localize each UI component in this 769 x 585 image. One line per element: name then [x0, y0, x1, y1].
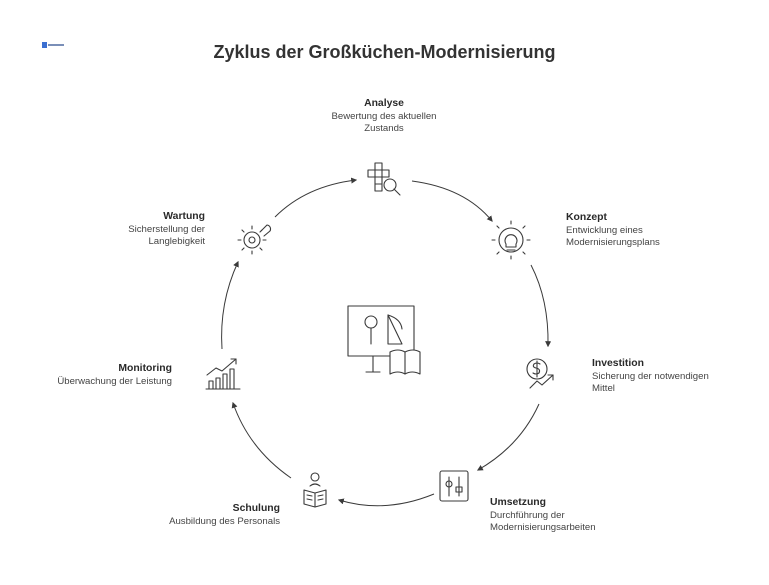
- step-description: Durchführung der Modernisierungsarbeiten: [490, 510, 596, 533]
- presentation-book-icon: [348, 306, 420, 374]
- gear-wrench-icon: [238, 225, 271, 254]
- step-description: Entwicklung eines Modernisierungsplans: [566, 225, 660, 248]
- step-label-konzept: [566, 212, 706, 249]
- step-title: Investition: [592, 358, 644, 369]
- arrow-wartung-analyse: [275, 180, 356, 217]
- grid-magnifier-icon: [368, 163, 400, 195]
- bar-chart-trend-icon: [206, 359, 240, 389]
- arrow-umsetzung-schulung: [339, 494, 434, 506]
- step-description: Sicherstellung der Langlebigkeit: [128, 224, 205, 247]
- step-title: Schulung: [232, 503, 280, 514]
- step-label-monitoring: [30, 363, 172, 388]
- step-description: Bewertung des aktuellen Zustands: [331, 111, 437, 134]
- step-description: Sicherung der notwendigen Mittel: [592, 371, 709, 394]
- step-title: Monitoring: [118, 363, 172, 374]
- step-title: Umsetzung: [490, 497, 546, 508]
- step-label-analyse: [318, 98, 450, 135]
- step-description: Überwachung der Leistung: [57, 376, 172, 387]
- arrow-konzept-investition: [531, 265, 548, 346]
- step-label-umsetzung: [490, 497, 650, 534]
- step-title: Konzept: [566, 212, 607, 223]
- person-reading-icon: [304, 473, 326, 507]
- dollar-growth-icon: [527, 359, 553, 388]
- step-label-schulung: [140, 503, 280, 528]
- step-title: Wartung: [163, 211, 205, 222]
- step-label-wartung: [90, 211, 205, 248]
- arrow-monitoring-wartung: [222, 262, 238, 349]
- step-label-investition: [592, 358, 752, 395]
- diagram-title: Zyklus der Großküchen-Modernisierung: [213, 42, 556, 62]
- control-panel-icon: [440, 471, 468, 501]
- step-title: Analyse: [364, 98, 404, 109]
- arrow-investition-umsetzung: [478, 404, 539, 470]
- arrow-schulung-monitoring: [233, 403, 291, 478]
- step-description: Ausbildung des Personals: [169, 516, 280, 527]
- arrow-analyse-konzept: [412, 181, 492, 221]
- lightbulb-gear-icon: [492, 221, 530, 259]
